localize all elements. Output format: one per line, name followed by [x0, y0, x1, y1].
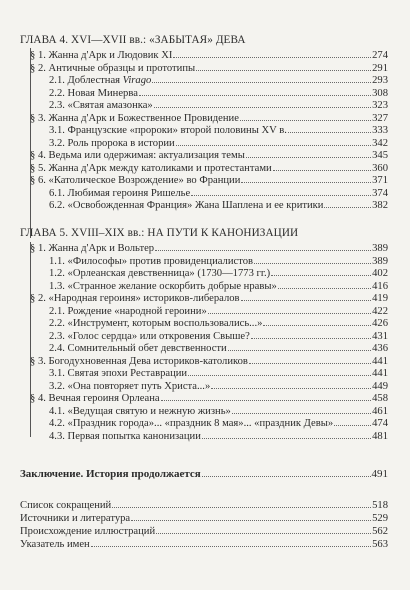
- toc-entry[interactable]: 6.1. Любимая героиня Ришелье 374: [49, 187, 388, 199]
- toc-entry[interactable]: § 2. «Народная героиня» историков-либералов 419: [30, 293, 388, 304]
- chapter-5-rule: [30, 242, 31, 437]
- toc-entry[interactable]: 2.1. Рождение «народной героини» 422: [49, 305, 388, 317]
- toc-entry[interactable]: § 6. «Католическое Возрождение» во Франции 371: [30, 175, 388, 186]
- toc-entry[interactable]: § 2. Античные образцы и прототипы 291: [30, 62, 388, 74]
- toc-entry-back[interactable]: Источники и литература 529: [20, 513, 388, 524]
- toc-entry[interactable]: 3.2. «Она повторяет путь Христа...» 449: [49, 380, 388, 392]
- toc-entry-back[interactable]: Указатель имен 563: [20, 539, 388, 550]
- toc-entry[interactable]: 6.2. «Освобожденная Франция» Жана Шаплена и ее критики 382: [49, 200, 388, 211]
- toc-entry-back[interactable]: Список сокращений 518: [20, 500, 388, 511]
- toc-entry[interactable]: § 1. Жанна д'Арк и Людовик XI 274: [30, 50, 388, 61]
- toc-entry[interactable]: § 1. Жанна д'Арк и Вольтер 389: [30, 243, 388, 254]
- toc-entry[interactable]: 2.4. Сомнительный обет девственности 436: [49, 343, 388, 354]
- toc-entry[interactable]: 3.1. Святая эпохи Реставрации 441: [49, 368, 388, 379]
- toc-entry[interactable]: 2.2. Новая Минерва 308: [49, 87, 388, 99]
- chapter-4-rule: [30, 48, 31, 238]
- toc-entry[interactable]: 4.1. «Ведущая святую и нежную жизнь» 461: [49, 405, 388, 417]
- toc-entry[interactable]: 4.2. «Праздник города»... «праздник 8 мая»... «праздник Девы» 474: [49, 418, 388, 429]
- toc-entry[interactable]: 1.1. «Философы» против провиденциалистов 389: [49, 255, 388, 267]
- toc-entry[interactable]: 1.2. «Орлеанская девственница» (1730—1773 гг.) 402: [49, 268, 388, 279]
- toc-entry[interactable]: 1.3. «Странное желание оскорбить добрые нравы» 416: [49, 280, 388, 292]
- toc-entry[interactable]: 2.3. «Святая амазонка» 323: [49, 100, 388, 111]
- toc-entry[interactable]: 2.2. «Инструмент, которым воспользовались...» 426: [49, 318, 388, 329]
- chapter-5-heading: ГЛАВА 5. XVIII–XIX вв.: НА ПУТИ К КАНОНИЗАЦИИ: [20, 227, 299, 239]
- toc-entry[interactable]: 4.3. Первая попытка канонизации 481: [49, 430, 388, 442]
- toc-entry[interactable]: 2.1. Доблестная Virago 293: [49, 75, 388, 86]
- toc-entry[interactable]: § 3. Богодухновенная Дева историков-католиков 441: [30, 355, 388, 367]
- toc-entry[interactable]: § 4. Вечная героиня Орлеана 458: [30, 393, 388, 404]
- toc-entry[interactable]: 3.2. Роль пророка в истории 342: [49, 137, 388, 149]
- toc-entry[interactable]: § 5. Жанна д'Арк между католиками и протестантами 360: [30, 162, 388, 174]
- toc-entry[interactable]: § 4. Ведьма или одержимая: актуализация темы 345: [30, 150, 388, 161]
- toc-entry-back[interactable]: Происхождение иллюстраций 562: [20, 526, 388, 537]
- toc-entry[interactable]: § 3. Жанна д'Арк и Божественное Провидение 327: [30, 112, 388, 124]
- toc-entry-conclusion[interactable]: Заключение. История продолжается 491: [20, 468, 388, 480]
- chapter-4-heading: ГЛАВА 4. XVI—XVII вв.: «ЗАБЫТАЯ» ДЕВА: [20, 34, 246, 46]
- toc-entry[interactable]: 2.3. «Голос сердца» или откровения Свыше? 431: [49, 330, 388, 342]
- toc-entry[interactable]: 3.1. Французские «пророки» второй половины XV в. 333: [49, 125, 388, 136]
